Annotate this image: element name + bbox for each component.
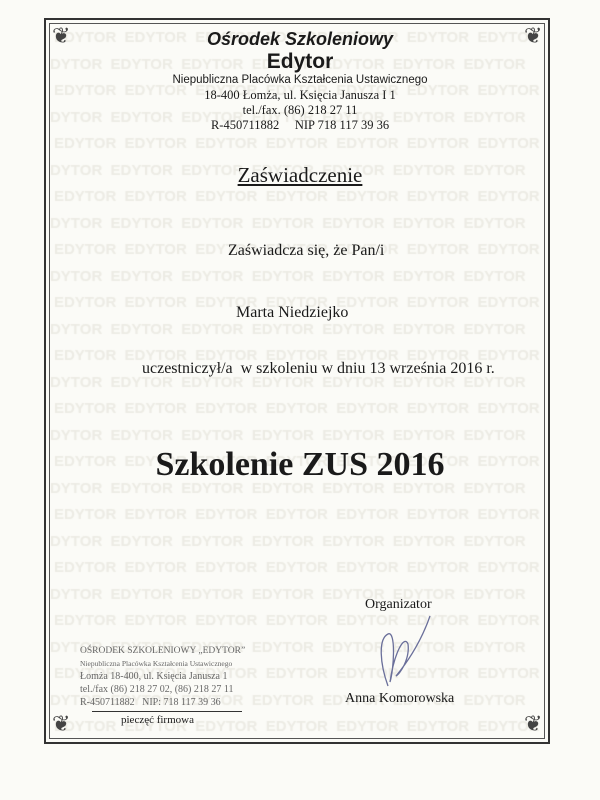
corner-ornament-icon: ❦	[524, 711, 543, 736]
stamp-line: Niepubliczna Placówka Kształcenia Ustawicznego	[80, 659, 233, 668]
course-name: Szkolenie ZUS 2016	[155, 446, 445, 483]
statement-text: uczestniczył/a w szkoleniu w dniu 13 września 2016 r.	[142, 360, 495, 377]
participant-name: Marta Niedziejko	[236, 304, 349, 321]
org-type: Niepubliczna Placówka Kształcenia Ustawicznego	[172, 74, 428, 86]
stamp-caption: pieczęć firmowa	[121, 714, 194, 726]
corner-ornament-icon: ❦	[524, 23, 543, 48]
corner-ornament-icon: ❦	[52, 23, 71, 48]
signature-icon	[360, 614, 440, 688]
intro-text: Zaświadcza się, że Pan/i	[228, 242, 385, 259]
signature-role: Organizator	[365, 597, 432, 612]
document-title: Zaświadczenie	[237, 163, 363, 187]
stamp-line: Łomża 18-400, ul. Księcia Janusza 1	[80, 671, 228, 682]
org-registry: R-450711882 NIP 718 117 39 36	[210, 118, 390, 132]
stamp-line: OŚRODEK SZKOLENIOWY „EDYTOR”	[80, 646, 246, 656]
org-brand: Edytor	[266, 50, 334, 73]
org-address: 18-400 Łomża, ul. Księcia Janusza I 1	[204, 88, 396, 102]
stamp-line: tel./fax (86) 218 27 02, (86) 218 27 11	[80, 684, 234, 695]
org-name: Ośrodek Szkoleniowy	[206, 29, 394, 49]
stamp-line: R-450711882 NIP: 718 117 39 36	[80, 697, 221, 708]
org-phone: tel./fax. (86) 218 27 11	[242, 103, 358, 117]
stamp-divider	[92, 711, 242, 712]
signature-name: Anna Komorowska	[345, 691, 455, 706]
corner-ornament-icon: ❦	[52, 711, 71, 736]
